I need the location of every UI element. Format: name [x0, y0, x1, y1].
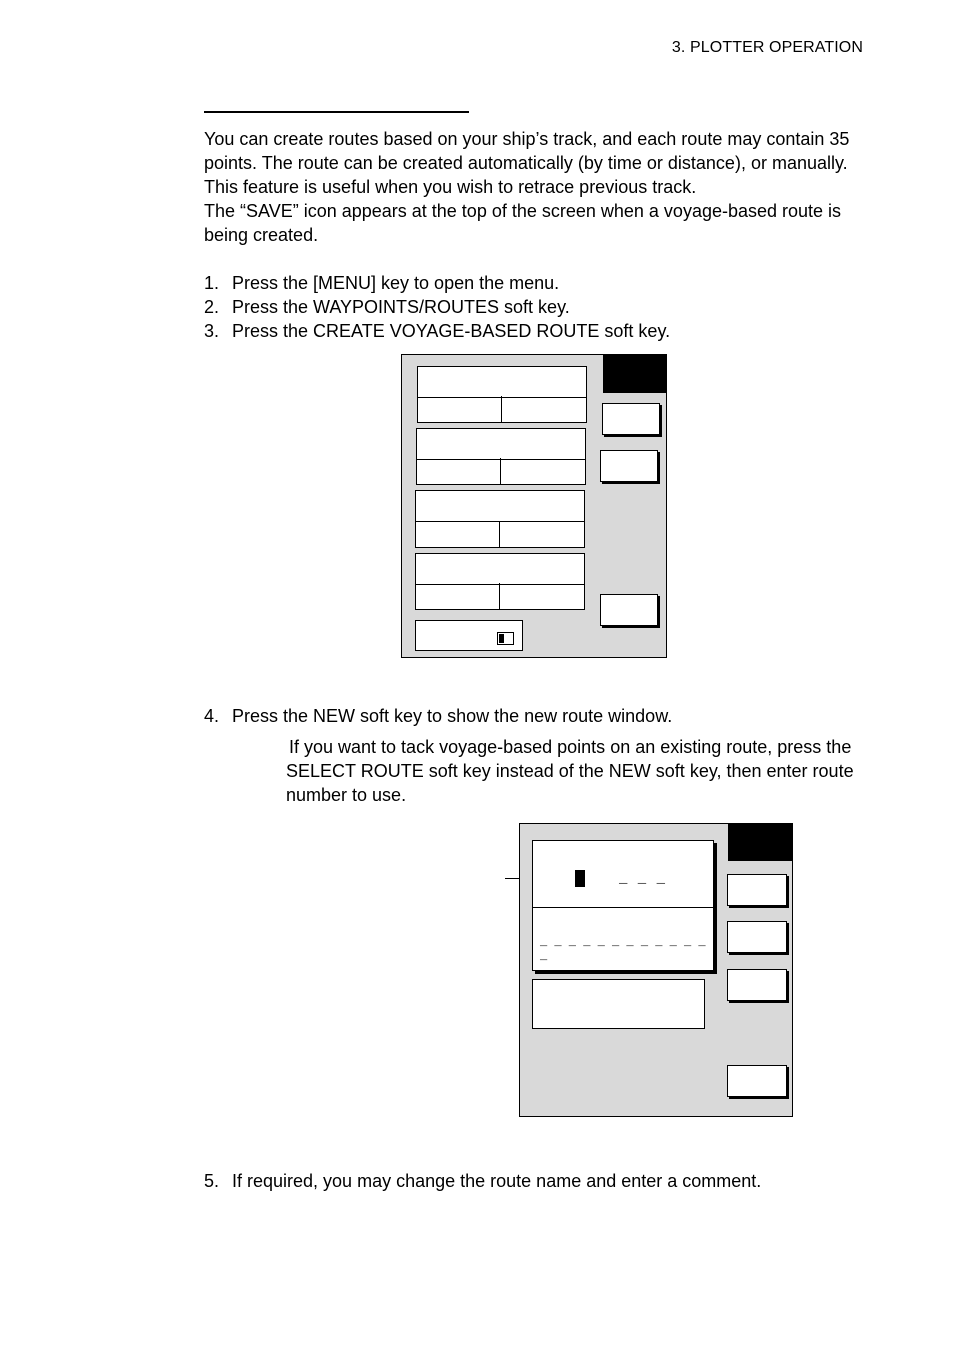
intro-text — [204, 127, 874, 247]
setting-field-2 — [416, 428, 586, 485]
step-4 — [204, 704, 672, 728]
softkey-title-tab — [603, 355, 667, 393]
softkey-title-tab — [728, 824, 793, 861]
comment-placeholder[interactable]: _ _ _ _ _ _ _ _ _ _ _ _ _ — [540, 935, 706, 963]
info-box — [532, 979, 705, 1029]
auto-manual-field — [415, 620, 523, 651]
steps-list-2 — [204, 704, 672, 728]
steps-list-1 — [204, 271, 670, 343]
intro-paragraph-1: You can create routes based on your ship’s track, and each route may contain 35 points. The route can be created automatically (by time or distance), or manually. This feature is useful when you wish to retrace previous track. — [204, 129, 850, 197]
step-number: 4. — [204, 706, 220, 726]
softkey-2[interactable] — [727, 921, 787, 953]
setting-field-4 — [415, 553, 585, 610]
setting-field-1 — [417, 366, 587, 423]
route-name-placeholder[interactable]: _ _ _ — [619, 871, 667, 887]
step-number: 2. — [204, 297, 220, 317]
new-route-window — [532, 840, 714, 971]
softkey-return[interactable] — [727, 1065, 787, 1097]
steps-list-3 — [204, 1169, 761, 1193]
input-cursor[interactable] — [575, 870, 585, 887]
new-route-screen — [519, 823, 793, 1117]
chapter-header: 3. PLOTTER OPERATION — [671, 39, 863, 56]
softkey-3[interactable] — [727, 969, 787, 1001]
step-4-note: If you want to tack voyage-based points on an existing route, press the SELECT ROUTE soft key instead of the NEW soft key, then enter route number to use. — [286, 737, 854, 805]
step-1 — [204, 271, 670, 295]
intro-paragraph-2: The “SAVE” icon appears at the top of the screen when a voyage-based route is being created. — [204, 201, 842, 245]
step-number: 3. — [204, 321, 220, 341]
step-5 — [204, 1169, 761, 1193]
step-text: Press the CREATE VOYAGE-BASED ROUTE soft key. — [232, 321, 671, 341]
step-text: Press the NEW soft key to show the new route window. — [232, 706, 673, 726]
softkey-1[interactable] — [727, 874, 787, 906]
section-title-rule — [204, 111, 469, 113]
create-voyage-route-screen — [401, 354, 667, 658]
softkey-return[interactable] — [600, 594, 658, 626]
setting-field-3 — [415, 490, 585, 548]
step-text: If required, you may change the route name and enter a comment. — [232, 1171, 762, 1191]
toggle-indicator-icon — [497, 632, 514, 645]
step-number: 1. — [204, 273, 220, 293]
window-divider — [533, 907, 713, 908]
step-text: Press the [MENU] key to open the menu. — [232, 273, 560, 293]
softkey-1[interactable] — [602, 403, 660, 435]
step-text: Press the WAYPOINTS/ROUTES soft key. — [232, 297, 570, 317]
softkey-2[interactable] — [600, 450, 658, 482]
step-2 — [204, 295, 670, 319]
step-3 — [204, 319, 670, 343]
step-number: 5. — [204, 1171, 220, 1191]
